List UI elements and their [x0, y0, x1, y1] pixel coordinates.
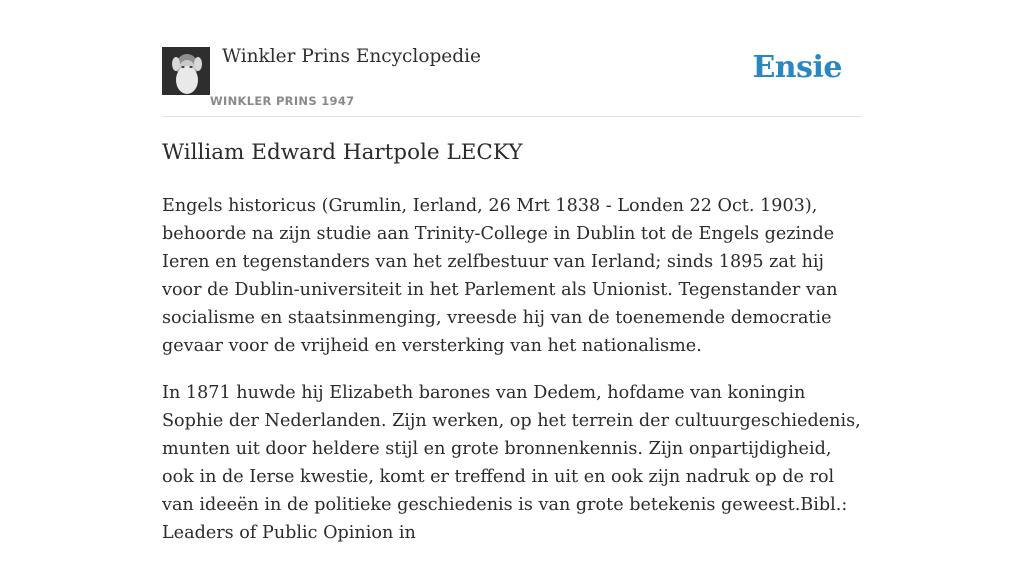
article-paragraph: In 1871 huwde hij Elizabeth barones van Dedem, hofdame van koningin Sophie der Nederlanden. Zijn werken, op het terrein der cultuurgeschiedenis, munten uit door heldere stijl en grote bronnenkennis. Zijn onpartijdigheid, ook in de Ierse kwestie, komt er treffend in uit en ook zijn nadruk op de rol van ideeën in de politieke geschiedenis is van grote betekenis geweest.Bibl.: Leaders of Public Opinion in [162, 383, 861, 543]
article-paragraph: Engels historicus (Grumlin, Ierland, 26 Mrt 1838 - Londen 22 Oct. 1903), behoorde na zijn studie aan Trinity-College in Dublin tot de Engels gezinde Ieren en tegenstanders van het zelfbestuur van Ierland; sinds 1895 zat hij voor de Dublin-universiteit in het Parlement als Unionist. Tegenstander van socialisme en staatsinmenging, vreesde hij van de toenemende democratie gevaar voor de vrijheid en versterking van het nationalisme. [162, 196, 838, 356]
page [162, 0, 862, 543]
site-title[interactable]: Winkler Prins Encyclopedie [222, 46, 481, 67]
site-subtitle: WINKLER PRINS 1947 [210, 94, 355, 108]
brand-logo[interactable]: Ensie [752, 50, 842, 85]
site-header [162, 0, 862, 117]
article-body [162, 192, 862, 566]
author-avatar[interactable] [162, 47, 210, 95]
article-title: William Edward Hartpole LECKY [162, 140, 523, 165]
author-portrait-icon [162, 47, 210, 95]
